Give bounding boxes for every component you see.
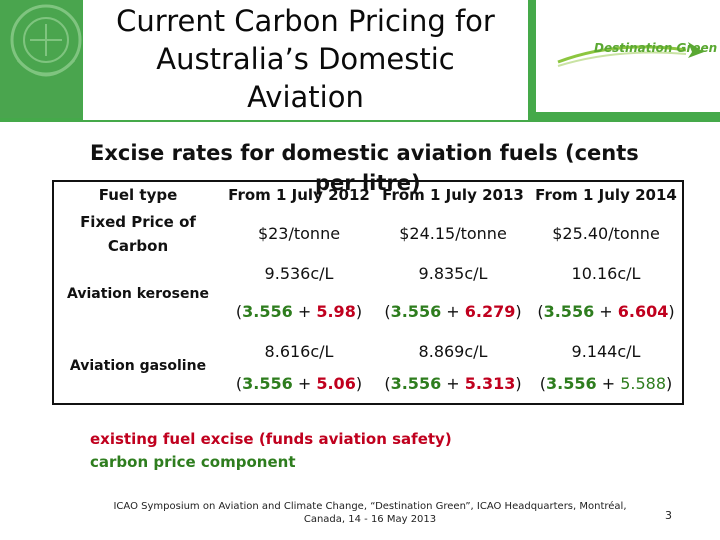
title-line-1: Current Carbon Pricing for [116,4,495,38]
gasoline-formula-2012: (3.556 + 5.06) [235,374,363,393]
kerosene-excise-2012: 5.98 [316,302,356,321]
gasoline-formula-2013: (3.556 + 5.313) [384,374,522,393]
icao-emblem-icon [0,0,82,118]
footer-line-2: Canada, 14 - 16 May 2013 [303,514,437,525]
gasoline-total-2012: 8.616c/L [264,342,334,361]
kerosene-total-2013: 9.835c/L [418,264,488,283]
gasoline-carbon-2014: 3.556 [546,374,597,393]
excise-rates-table [52,180,684,405]
legend-excise: existing fuel excise (funds aviation safety) [90,430,452,448]
title-box [83,0,528,120]
kerosene-formula-2013: (3.556 + 6.279) [384,302,522,321]
gasoline-carbon-2013: 3.556 [390,374,442,393]
header-2013: From 1 July 2013 [382,186,524,204]
gasoline-formula-2014: (3.556 + 5.588) [539,374,673,393]
header-fuel-type: Fuel type [98,186,178,204]
title-line-3: Aviation [247,80,364,114]
kerosene-excise-2013: 6.279 [464,302,516,321]
footer-line-1: ICAO Symposium on Aviation and Climate Change, “Destination Green”, ICAO Headquarters, Montréal, [113,501,627,512]
column-2014 [530,182,682,403]
kerosene-carbon-2014: 3.556 [543,302,595,321]
row-label-kerosene: Aviation kerosene [67,286,209,302]
column-2013 [376,182,530,403]
kerosene-total-2012: 9.536c/L [264,264,334,283]
column-2012 [222,182,376,403]
gasoline-total-2013: 8.869c/L [418,342,488,361]
footer-citation [110,500,630,526]
row-label-gasoline: Aviation gasoline [69,358,207,374]
slide-title [83,2,528,116]
kerosene-excise-2014: 6.604 [617,302,669,321]
subtitle-line-2: per litre) [315,171,421,195]
header-2012: From 1 July 2012 [228,186,370,204]
gasoline-excise-2012: 5.06 [316,374,356,393]
kerosene-formula-2012: (3.556 + 5.98) [235,302,363,321]
carbon-price-2012: $23/tonne [257,224,341,243]
subtitle-line-1: Excise rates for domestic aviation fuels (cents [90,141,639,165]
kerosene-total-2014: 10.16c/L [571,264,641,283]
header-2014: From 1 July 2014 [535,186,677,204]
carbon-price-2013: $24.15/tonne [399,224,507,243]
kerosene-carbon-2013: 3.556 [390,302,442,321]
destination-green-logo [536,0,720,112]
legend [90,428,452,474]
row-label-carbon-line2: Carbon [107,237,169,255]
page-number: 3 [665,509,672,522]
row-label-carbon-line1: Fixed Price of [80,213,196,231]
gasoline-carbon-2012: 3.556 [242,374,293,393]
gasoline-total-2014: 9.144c/L [571,342,641,361]
logo-text: Destination Green [594,41,718,55]
row-label-carbon [54,210,222,258]
title-line-2: Australia’s Domestic [156,42,455,76]
kerosene-formula-2014: (3.556 + 6.604) [537,302,675,321]
carbon-price-2014: $25.40/tonne [552,224,660,243]
fuel-type-column [54,182,222,403]
gasoline-excise-2013: 5.313 [464,374,516,393]
legend-carbon: carbon price component [90,453,296,471]
kerosene-carbon-2012: 3.556 [242,302,293,321]
gasoline-excise-2014: 5.588 [620,374,666,393]
